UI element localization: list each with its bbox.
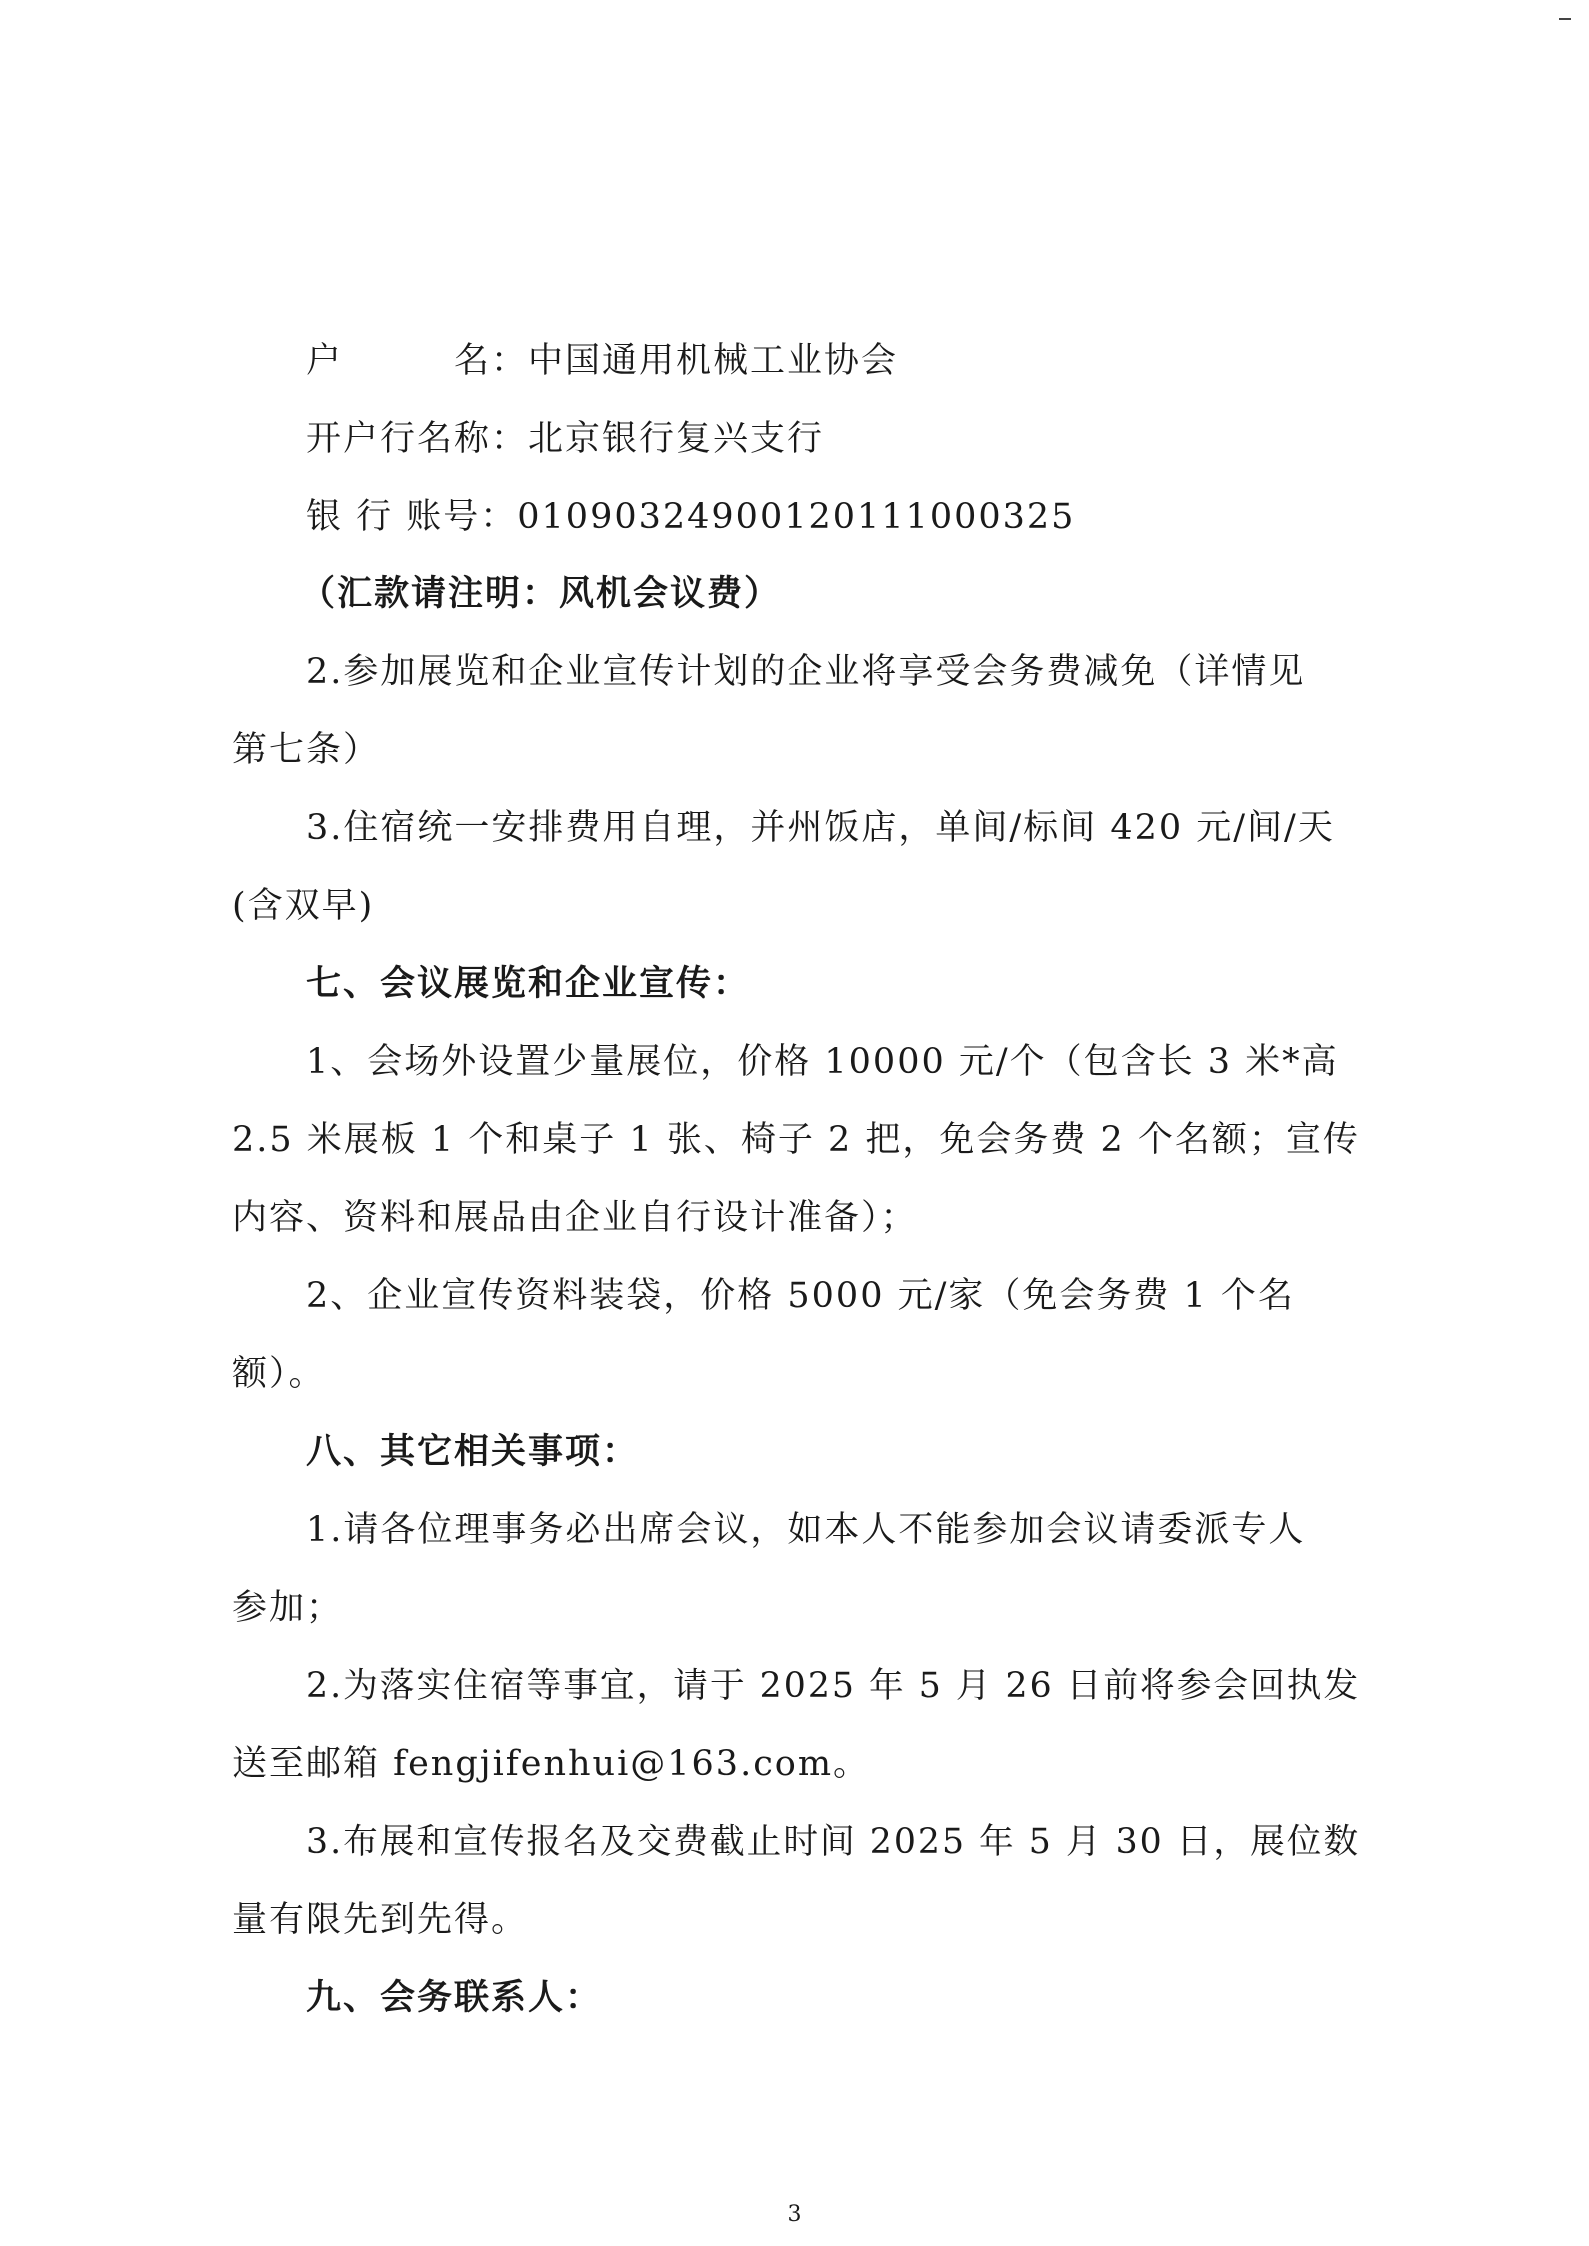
bank-name-label: 开户行名称： <box>306 419 529 459</box>
account-name-line <box>306 339 898 383</box>
section-8-item-2-line-2: 送至邮箱 fengjifenhui@163.com。 <box>232 1744 871 1784</box>
section-8-heading: 八、其它相关事项： <box>306 1432 640 1472</box>
page-number: 3 <box>787 2202 802 2227</box>
section-7-heading: 七、会议展览和企业宣传： <box>306 964 751 1004</box>
section-9-heading: 九、会务联系人： <box>306 1978 603 2018</box>
bank-name-value: 北京银行复兴支行 <box>528 419 825 459</box>
section-7-item-1-line-2: 2.5 米展板 1 个和桌子 1 张、椅子 2 把，免会务费 2 个名额；宣传 <box>232 1120 1360 1160</box>
section-8-item-2-line-1: 2.为落实住宿等事宜，请于 2025 年 5 月 26 日前将参会回执发 <box>306 1666 1361 1706</box>
section-8-item-1-line-2: 参加； <box>232 1588 344 1628</box>
account-name-label: 户 名： <box>306 341 529 381</box>
section-8-item-1-line-1: 1.请各位理事务必出席会议，如本人不能参加会议请委派专人 <box>306 1510 1306 1550</box>
section-7-item-2-line-1: 2、企业宣传资料装袋，价格 5000 元/家（免会务费 1 个名 <box>306 1276 1295 1316</box>
fee-item-3-line-2: (含双早) <box>232 886 375 926</box>
account-number-value: 01090324900120111000325 <box>517 497 1076 537</box>
fee-item-2-line-1: 2.参加展览和企业宣传计划的企业将享受会务费减免（详情见 <box>306 652 1306 692</box>
remittance-note: （汇款请注明：风机会议费） <box>300 574 782 614</box>
section-7-item-2-line-2: 额）。 <box>232 1354 326 1394</box>
section-7-item-1-line-3: 内容、资料和展品由企业自行设计准备）； <box>232 1198 918 1238</box>
bank-name-line <box>306 417 824 461</box>
section-8-item-3-line-2: 量有限先到先得。 <box>232 1900 529 1940</box>
account-number-label: 银 行 账号： <box>306 497 518 537</box>
fee-item-3-line-1: 3.住宿统一安排费用自理，并州饭店，单间/标间 420 元/间/天 <box>306 808 1335 848</box>
account-name-value: 中国通用机械工业协会 <box>528 341 899 381</box>
section-7-item-1-line-1: 1、会场外设置少量展位，价格 10000 元/个（包含长 3 米*高 <box>306 1042 1339 1082</box>
section-8-item-3-line-1: 3.布展和宣传报名及交费截止时间 2025 年 5 月 30 日，展位数 <box>306 1822 1361 1862</box>
account-number-line <box>306 495 1075 539</box>
fee-item-2-line-2: 第七条） <box>232 730 381 770</box>
scan-corner-mark <box>1559 18 1571 20</box>
